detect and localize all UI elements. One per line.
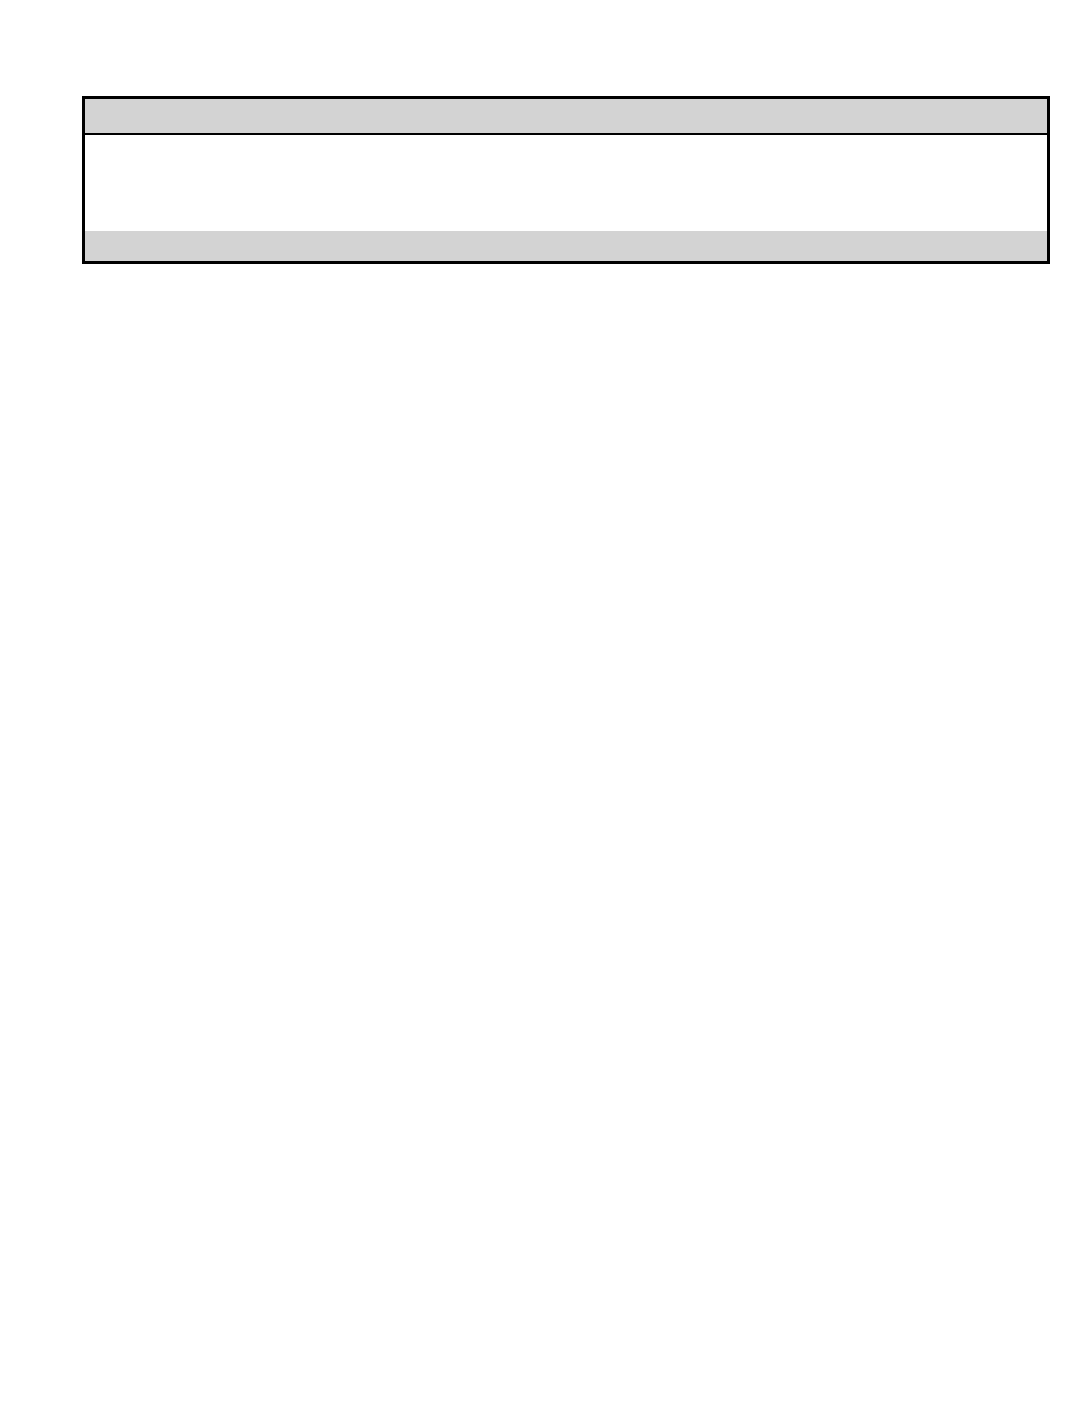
schedule-sheet [82, 96, 1050, 264]
page-title [82, 96, 1050, 135]
schedule-footer [82, 231, 1050, 264]
field-header-row [82, 135, 1050, 231]
